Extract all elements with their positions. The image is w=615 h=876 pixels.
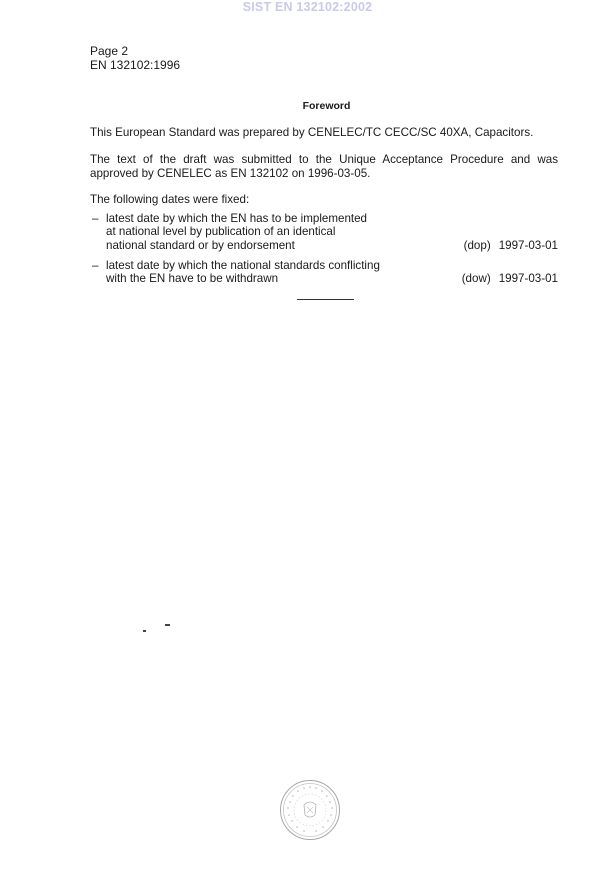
paragraph-approval-line-1: The text of the draft was submitted to the Unique Acceptance Procedure and was	[90, 153, 558, 166]
date-text: 1997-03-01	[498, 272, 558, 286]
description-line: latest date by which the EN has to be implemented	[106, 212, 368, 225]
paragraph-approval-line-2: approved by CENELEC as EN 132102 on 1996-03-05.	[90, 166, 371, 180]
watermark: SIST EN 132102:2002	[242, 0, 373, 14]
seal-stamp-icon	[279, 779, 341, 841]
paragraph-approval	[90, 153, 558, 180]
date-item-description	[106, 259, 406, 286]
list-dash: –	[92, 258, 99, 272]
date-value	[464, 239, 558, 252]
date-abbreviation: (dow)	[461, 272, 491, 286]
description-line: national standard or by endorsement	[106, 238, 295, 252]
list-dash: –	[92, 212, 99, 225]
date-item-dop	[90, 212, 558, 252]
page-number: Page 2	[90, 44, 129, 58]
section-title: Foreword	[302, 100, 351, 112]
paragraph-prepared-by: This European Standard was prepared by CENELEC/TC CECC/SC 40XA, Capacitors.	[90, 126, 534, 139]
date-text: 1997-03-01	[498, 238, 558, 252]
description-line: latest date by which the national standards conflicting	[106, 258, 380, 272]
description-line: with the EN have to be withdrawn	[106, 272, 279, 286]
scan-speck	[165, 624, 170, 626]
scan-speck	[143, 630, 146, 632]
paragraph-dates-intro: The following dates were fixed:	[90, 193, 250, 206]
date-abbreviation: (dop)	[463, 238, 491, 252]
date-value	[462, 272, 558, 285]
date-item-dow	[90, 259, 558, 286]
section-end-rule	[297, 299, 354, 300]
page-header	[90, 44, 180, 72]
dates-list	[90, 212, 558, 292]
document-id: EN 132102:1996	[90, 58, 181, 72]
date-item-description	[106, 212, 406, 252]
description-line: at national level by publication of an identical	[106, 225, 336, 239]
